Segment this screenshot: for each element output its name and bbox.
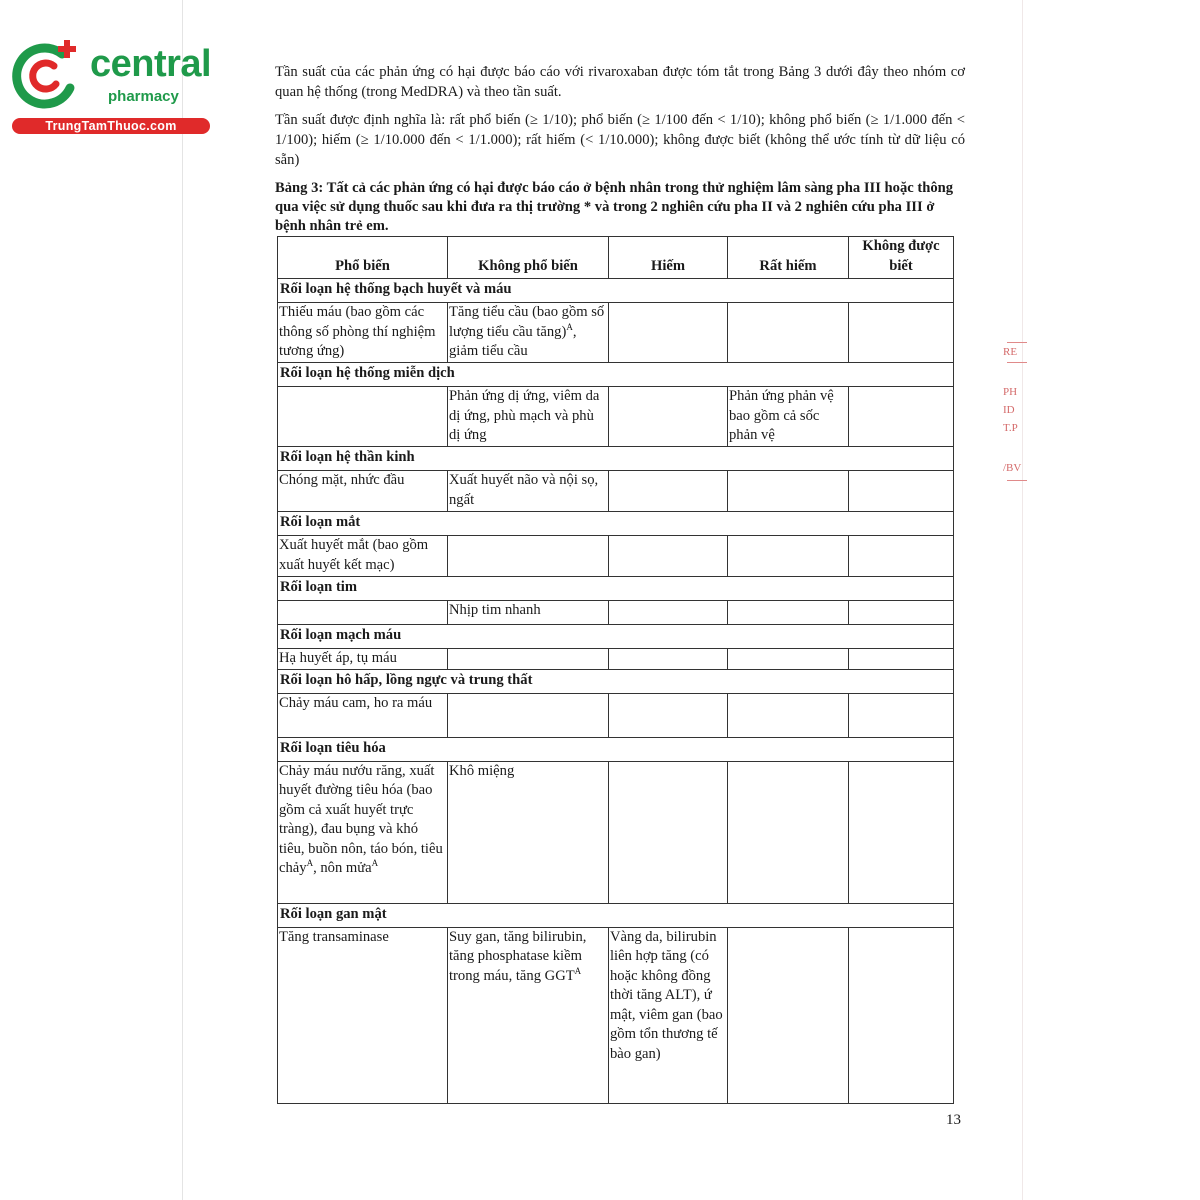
logo-mark-icon xyxy=(10,36,86,112)
table-row xyxy=(278,761,954,903)
section-title: Rối loạn tim xyxy=(278,577,954,601)
header-uncommon: Không phổ biến xyxy=(448,237,609,279)
logo-name: central xyxy=(90,43,212,85)
stamp-line: /BV xyxy=(1003,462,1022,474)
cell-rare xyxy=(609,303,728,363)
cell-common xyxy=(278,601,448,625)
cell-rare xyxy=(609,761,728,903)
cell-common: Chảy máu nướu răng, xuất huyết đường tiêu hóa (bao gồm cả xuất huyết trực tràng), đau bụng và khó tiêu, buồn nôn, táo bón, tiêu chảy$^A$, nôn mửa$^A$ xyxy=(278,761,448,903)
table-row xyxy=(278,536,954,577)
cell-very-rare xyxy=(728,761,849,903)
header-rare: Hiếm xyxy=(609,237,728,279)
section-title: Rối loạn mạch máu xyxy=(278,625,954,649)
cell-very-rare xyxy=(728,693,849,737)
cell-uncommon: Suy gan, tăng bilirubin, tăng phosphatase kiềm trong máu, tăng $GGT^A$ xyxy=(448,927,609,1103)
section-title: Rối loạn tiêu hóa xyxy=(278,737,954,761)
cell-uncommon: Tăng tiểu cầu (bao gồm số lượng tiểu cầu tăng)$^A$, giảm tiểu cầu xyxy=(448,303,609,363)
cell-uncommon: Khô miệng xyxy=(448,761,609,903)
central-pharmacy-logo[interactable] xyxy=(10,36,215,136)
cell-common: Chảy máu cam, ho ra máu xyxy=(278,693,448,737)
cell-unknown xyxy=(849,761,954,903)
stamp-fragment xyxy=(1003,330,1027,490)
page-number: 13 xyxy=(946,1112,961,1128)
scan-edge-right xyxy=(1022,0,1023,1200)
cell-unknown xyxy=(849,471,954,512)
cell-uncommon: Phản ứng dị ứng, viêm da dị ứng, phù mạch và phù dị ứng xyxy=(448,387,609,447)
cell-unknown xyxy=(849,649,954,670)
section-title: Rối loạn hệ thống miễn dịch xyxy=(278,363,954,387)
cell-very-rare xyxy=(728,649,849,670)
table-row xyxy=(278,303,954,363)
logo-sub: pharmacy xyxy=(108,88,179,105)
cell-very-rare xyxy=(728,601,849,625)
cell-uncommon: Xuất huyết não và nội sọ, ngất xyxy=(448,471,609,512)
table-caption: Bảng 3: Tất cả các phản ứng có hại được báo cáo ở bệnh nhân trong thử nghiệm lâm sàng pha III hoặc thông qua việc sử dụng thuốc sau khi đưa ra thị trường * và trong 2 nghiên cứu pha II và 2 nghiên cứu pha III ở bệnh nhân trẻ em. xyxy=(275,180,954,234)
table-row xyxy=(278,471,954,512)
cell-rare xyxy=(609,693,728,737)
stamp-line: ID xyxy=(1003,404,1015,416)
cell-common: Hạ huyết áp, tụ máu xyxy=(278,649,448,670)
stamp-line: RE xyxy=(1003,346,1018,358)
table-row xyxy=(278,693,954,737)
cell-rare xyxy=(609,536,728,577)
cell-very-rare xyxy=(728,471,849,512)
cell-unknown xyxy=(849,387,954,447)
header-very-rare: Rất hiếm xyxy=(728,237,849,279)
section-title: Rối loạn hệ thống bạch huyết và máu xyxy=(278,279,954,303)
stamp-line: T.P xyxy=(1003,422,1018,434)
cell-unknown xyxy=(849,601,954,625)
table-row xyxy=(278,649,954,670)
section-title: Rối loạn hô hấp, lồng ngực và trung thất xyxy=(278,669,954,693)
cell-very-rare: Phản ứng phản vệ bao gồm cả sốc phản vệ xyxy=(728,387,849,447)
cell-common: Chóng mặt, nhức đầu xyxy=(278,471,448,512)
section-title: Rối loạn hệ thần kinh xyxy=(278,447,954,471)
table-row xyxy=(278,601,954,625)
cell-uncommon xyxy=(448,693,609,737)
cell-rare xyxy=(609,601,728,625)
section-title: Rối loạn gan mật xyxy=(278,903,954,927)
table-row xyxy=(278,387,954,447)
cell-uncommon xyxy=(448,649,609,670)
frequency-definition: Tần suất được định nghĩa là: rất phổ biến (≥ 1/10); phổ biến (≥ 1/100 đến < 1/10); không phổ biến (≥ 1/1.000 đến < 1/100); hiếm (≥ 1/10.000 đến < 1/1.000); rất hiếm (< 1/10.000); không được biết (không thể ước tính từ dữ liệu có sẵn) xyxy=(275,112,965,168)
cell-rare xyxy=(609,387,728,447)
scan-edge xyxy=(182,0,183,1200)
cell-rare xyxy=(609,649,728,670)
cell-unknown xyxy=(849,927,954,1103)
cell-uncommon xyxy=(448,536,609,577)
cell-unknown xyxy=(849,693,954,737)
cell-very-rare xyxy=(728,536,849,577)
cell-unknown xyxy=(849,303,954,363)
logo-site-url[interactable]: TrungTamThuoc.com xyxy=(12,118,210,134)
cell-unknown xyxy=(849,536,954,577)
cell-very-rare xyxy=(728,303,849,363)
intro-paragraph: Tần suất của các phản ứng có hại được báo cáo với rivaroxaban được tóm tắt trong Bảng 3 dưới đây theo nhóm cơ quan hệ thống (trong MedDRA) và theo tần suất. xyxy=(275,64,965,100)
cell-very-rare xyxy=(728,927,849,1103)
cell-common xyxy=(278,387,448,447)
table-header-row xyxy=(278,237,954,279)
cell-rare: Vàng da, bilirubin liên hợp tăng (có hoặc không đồng thời tăng ALT), ứ mật, viêm gan (bao gồm tổn thương tế bào gan) xyxy=(609,927,728,1103)
table-row xyxy=(278,927,954,1103)
cell-common: Thiếu máu (bao gồm các thông số phòng thí nghiệm tương ứng) xyxy=(278,303,448,363)
cell-common: Tăng transaminase xyxy=(278,927,448,1103)
adverse-reactions-table xyxy=(277,236,954,1104)
stamp-line: PH xyxy=(1003,386,1018,398)
header-common: Phổ biến xyxy=(278,237,448,279)
header-unknown: Không được biết xyxy=(849,237,954,279)
cell-common: Xuất huyết mắt (bao gồm xuất huyết kết mạc) xyxy=(278,536,448,577)
section-title: Rối loạn mắt xyxy=(278,512,954,536)
cell-uncommon: Nhịp tim nhanh xyxy=(448,601,609,625)
cell-rare xyxy=(609,471,728,512)
